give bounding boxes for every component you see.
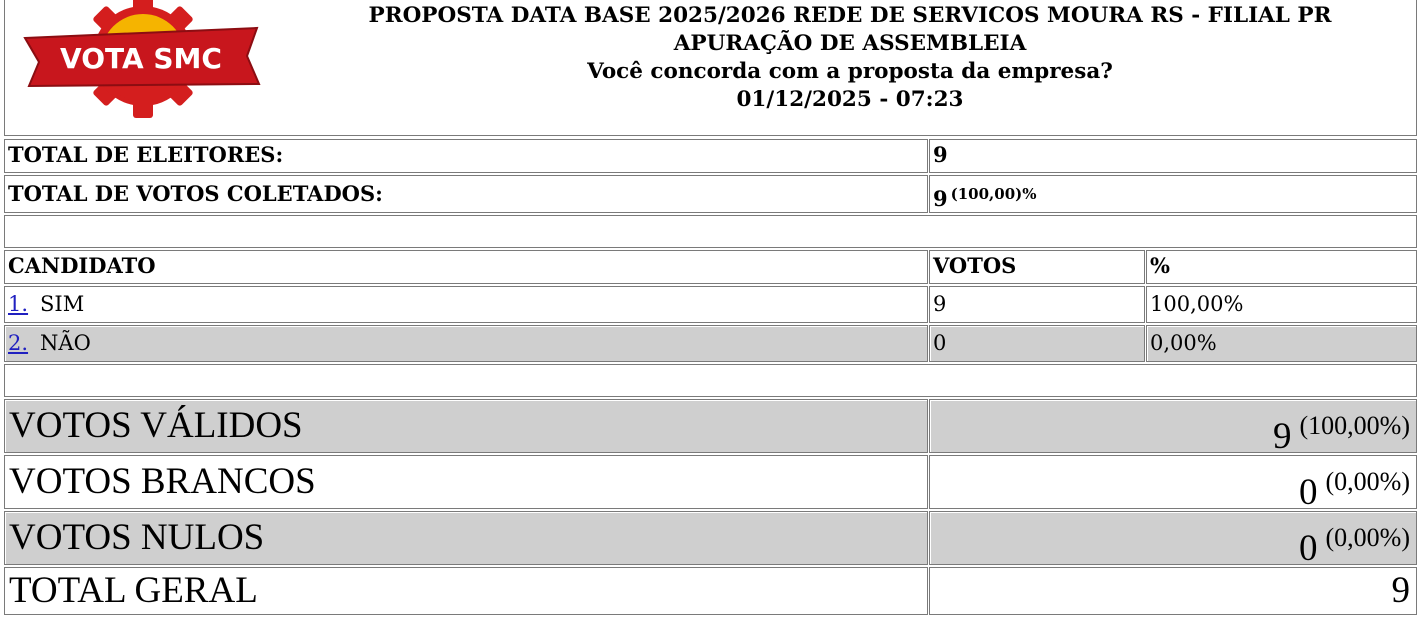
report-datetime: 01/12/2025 - 07:23	[736, 87, 964, 112]
report-question: Você concorda com a proposta da empresa?	[587, 59, 1113, 84]
candidate-percent: 100,00%	[1146, 286, 1417, 323]
votos-nulos-cell	[929, 511, 1417, 565]
header-percent: %	[1146, 250, 1417, 284]
candidate-votes: 9	[929, 286, 1145, 323]
candidate-link-2[interactable]: 2.	[8, 331, 29, 355]
candidate-row-sim	[4, 286, 928, 323]
header-candidato: CANDIDATO	[4, 250, 928, 284]
vota-smc-logo	[21, 0, 265, 122]
header-votos: VOTOS	[929, 250, 1145, 284]
candidate-row-nao	[4, 325, 928, 362]
total-eleitores-label: TOTAL DE ELEITORES:	[4, 139, 928, 173]
votos-brancos-value: 0	[1299, 472, 1318, 509]
votos-nulos-value: 0	[1299, 528, 1318, 565]
candidate-link-1[interactable]: 1.	[8, 292, 29, 316]
votos-brancos-pct: (0,00%)	[1325, 467, 1410, 496]
spacer-row	[4, 215, 1417, 248]
total-coletados-pct: (100,00)%	[950, 185, 1037, 203]
candidate-name: SIM	[40, 292, 85, 316]
total-eleitores-value: 9	[929, 139, 1417, 173]
report-header	[4, 0, 1417, 136]
candidate-percent: 0,00%	[1146, 325, 1417, 362]
votos-validos-cell	[929, 399, 1417, 453]
candidate-votes: 0	[929, 325, 1145, 362]
total-coletados-cell	[929, 175, 1417, 213]
logo-text: VOTA SMC	[60, 42, 222, 75]
total-geral-label: TOTAL GERAL	[4, 567, 928, 615]
votos-validos-label: VOTOS VÁLIDOS	[4, 399, 928, 453]
report-title: PROPOSTA DATA BASE 2025/2026 REDE DE SERVICOS MOURA RS - FILIAL PR	[368, 3, 1332, 28]
total-geral-value: 9	[929, 567, 1417, 615]
votos-nulos-pct: (0,00%)	[1325, 523, 1410, 552]
votos-validos-value: 9	[1273, 416, 1292, 453]
votos-validos-pct: (100,00%)	[1299, 411, 1410, 440]
votos-nulos-label: VOTOS NULOS	[4, 511, 928, 565]
total-coletados-value: 9	[933, 186, 948, 211]
votos-brancos-cell	[929, 455, 1417, 509]
total-coletados-label: TOTAL DE VOTOS COLETADOS:	[4, 175, 928, 213]
report-title-block	[285, 2, 1415, 114]
candidate-name: NÃO	[40, 331, 91, 355]
votos-brancos-label: VOTOS BRANCOS	[4, 455, 928, 509]
report-subtitle: APURAÇÃO DE ASSEMBLEIA	[673, 31, 1027, 56]
spacer-row	[4, 364, 1417, 397]
